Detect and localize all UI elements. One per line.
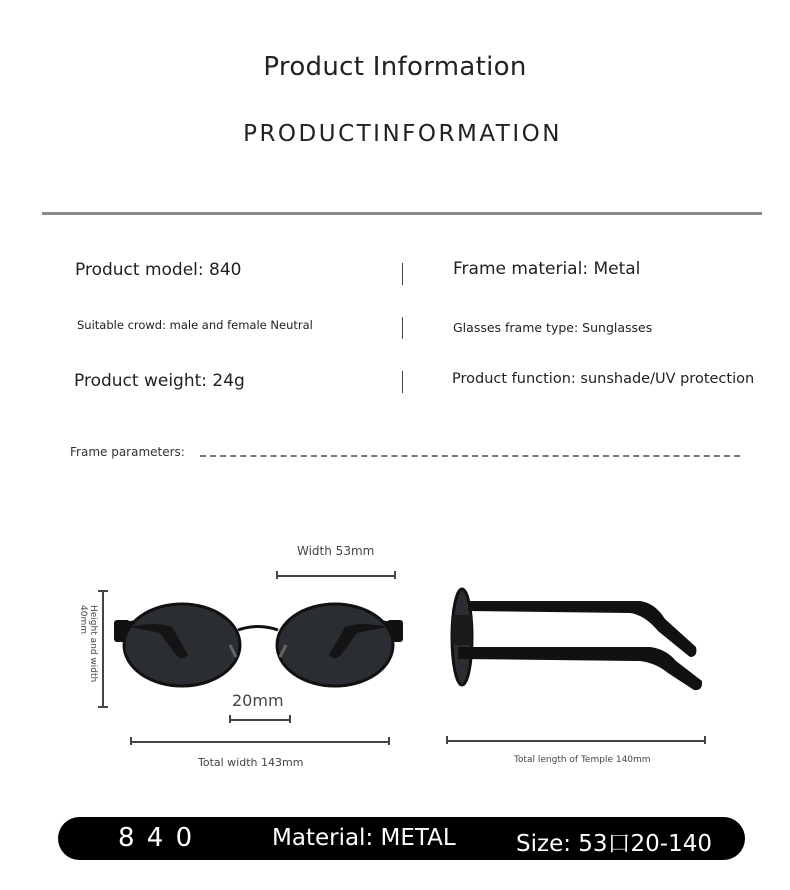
spec-product-function: Product function: sunshade/UV protection [452,371,755,387]
header-divider [42,212,762,215]
spec-product-model: Product model: 840 [75,260,242,280]
dimension-tick [289,715,291,723]
spec-separator [402,371,403,393]
bar-material: Material: METAL [272,825,456,851]
glasses-side-view [440,585,710,695]
dimension-tick [98,706,108,708]
total-width-label: Total width 143mm [198,756,304,769]
dimension-tick [394,571,396,579]
spec-suitable-crowd: Suitable crowd: male and female Neutral [77,318,313,332]
hinge-side [452,615,472,645]
temple-length-line [446,740,706,742]
spec-frame-type: Glasses frame type: Sunglasses [453,320,653,335]
page-title: Product Information [263,52,527,82]
bar-model: 8 4 0 [118,823,195,853]
temple-length-label: Total length of Temple 140mm [514,755,651,765]
bridge-label: 20mm [232,691,284,710]
spec-separator [402,317,403,339]
width-label: Width 53mm [297,544,375,558]
bar-size: Size: 53口20-140 [516,831,713,857]
dimension-tick [130,737,132,745]
height-label: Height and width [88,605,98,683]
lower-temple [458,647,702,690]
dimension-tick [388,737,390,745]
page-subtitle: PRODUCTINFORMATION [243,121,562,147]
dashed-divider [200,455,740,457]
dimension-tick [98,590,108,592]
height-dimension-line [102,590,104,708]
dimension-tick [229,715,231,723]
dimension-tick [446,736,448,744]
spec-product-weight: Product weight: 24g [74,371,245,391]
bridge [238,627,278,631]
spec-frame-material: Frame material: Metal [453,259,641,279]
bridge-dimension-line [229,719,291,721]
height-value: 40mm [78,605,88,634]
summary-bar [58,817,745,860]
frame-parameters-label: Frame parameters: [70,445,185,459]
width-dimension-line [276,575,396,577]
dimension-tick [276,571,278,579]
total-width-line [130,741,390,743]
dimension-tick [704,736,706,744]
spec-separator [402,263,403,285]
